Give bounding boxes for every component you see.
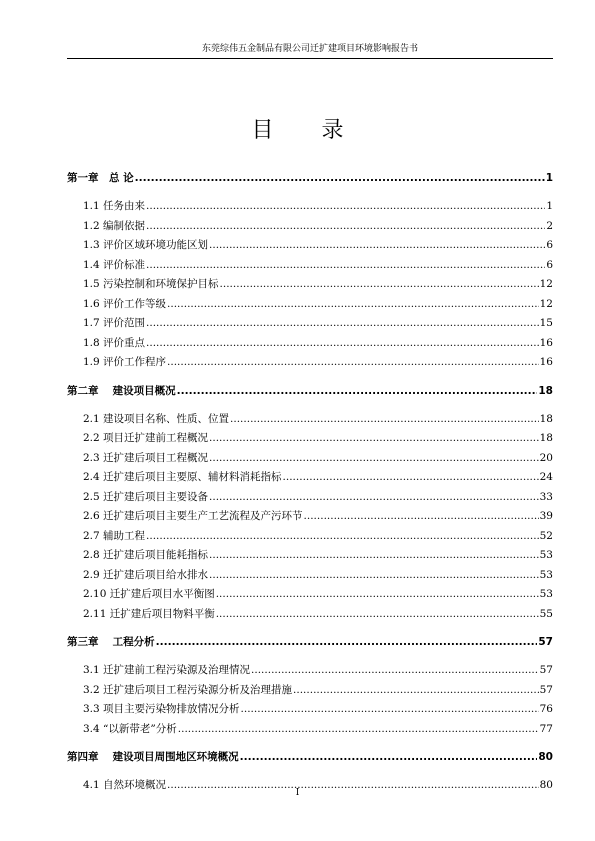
toc-section-entry[interactable] bbox=[67, 218, 553, 234]
toc-section-entry[interactable] bbox=[67, 567, 553, 583]
toc-section-entry[interactable] bbox=[67, 315, 553, 331]
toc-title: 目录 bbox=[251, 118, 392, 143]
toc-dot-leader bbox=[293, 682, 539, 698]
toc-chapter-entry[interactable] bbox=[67, 383, 553, 399]
toc-section-entry[interactable] bbox=[67, 701, 553, 717]
toc-entry-page: 80 bbox=[538, 751, 553, 763]
toc-entry-label: 2.6 迁扩建后项目主要生产工艺流程及产污环节 bbox=[83, 510, 303, 522]
toc-section-entry[interactable] bbox=[67, 296, 553, 312]
toc-entry-label: 1.9 评价工作程序 bbox=[83, 356, 167, 368]
toc-entry-page: 18 bbox=[539, 432, 553, 444]
toc-section-entry[interactable] bbox=[67, 198, 553, 214]
toc-entry-label: 第二章 建设项目概况 bbox=[67, 384, 176, 397]
toc-entry-page: 53 bbox=[539, 568, 553, 581]
toc-dot-leader bbox=[251, 662, 539, 678]
toc-entry-label: 第四章 建设项目周围地区环境概况 bbox=[67, 751, 239, 763]
toc-entry-page: 80 bbox=[539, 779, 553, 791]
toc-chapter-entry[interactable] bbox=[67, 634, 553, 650]
toc-entry-page: 77 bbox=[539, 722, 553, 735]
toc-dot-leader bbox=[135, 170, 545, 186]
toc-entry-page: 33 bbox=[539, 490, 553, 503]
toc-entry-page: 1 bbox=[546, 200, 553, 212]
toc-section-entry[interactable] bbox=[67, 682, 553, 698]
toc-dot-leader bbox=[209, 489, 539, 505]
toc-entry-page: 18 bbox=[539, 412, 553, 425]
toc-dot-leader bbox=[146, 257, 545, 273]
toc-dot-leader bbox=[240, 749, 538, 765]
toc-entry-page: 39 bbox=[539, 510, 553, 522]
toc-entry-page: 20 bbox=[539, 451, 553, 464]
toc-dot-leader bbox=[220, 276, 539, 292]
toc-dot-leader bbox=[146, 198, 545, 214]
toc-entry-page: 1 bbox=[545, 172, 553, 184]
toc-section-entry[interactable] bbox=[67, 547, 553, 563]
toc-entry-label: 2.10 迁扩建后项目水平衡图 bbox=[83, 588, 215, 600]
toc-entry-page: 18 bbox=[538, 384, 553, 397]
toc-entry-page: 53 bbox=[539, 588, 553, 600]
toc-section-entry[interactable] bbox=[67, 335, 553, 351]
toc-entry-page: 2 bbox=[546, 219, 553, 232]
toc-entry-label: 2.5 迁扩建后项目主要设备 bbox=[83, 490, 209, 503]
toc-dot-leader bbox=[146, 528, 539, 544]
toc-entry-label: 1.1 任务由来 bbox=[83, 200, 146, 212]
toc-section-entry[interactable] bbox=[67, 354, 553, 370]
toc-entry-label: 2.1 建设项目名称、性质、位置 bbox=[83, 412, 230, 425]
toc-dot-leader bbox=[283, 469, 539, 485]
toc-dot-leader bbox=[146, 315, 539, 331]
toc-entry-page: 53 bbox=[539, 549, 553, 561]
toc-entry-page: 16 bbox=[539, 336, 553, 349]
toc-entry-label: 1.6 评价工作等级 bbox=[83, 297, 167, 310]
toc-entry-page: 76 bbox=[539, 703, 553, 715]
toc-dot-leader bbox=[146, 335, 539, 351]
toc-entry-label: 3.4 “以新带老”分析 bbox=[83, 722, 177, 735]
table-of-contents bbox=[67, 0, 553, 841]
toc-entry-label: 1.3 评价区域环境功能区划 bbox=[83, 239, 209, 251]
toc-entry-label: 3.3 项目主要污染物排放情况分析 bbox=[83, 703, 240, 715]
toc-section-entry[interactable] bbox=[67, 721, 553, 737]
toc-dot-leader bbox=[209, 237, 545, 253]
toc-entry-label: 第一章 总 论 bbox=[67, 172, 134, 184]
toc-dot-leader bbox=[146, 218, 545, 234]
toc-dot-leader bbox=[209, 567, 539, 583]
toc-section-entry[interactable] bbox=[67, 489, 553, 505]
toc-dot-leader bbox=[167, 354, 539, 370]
toc-dot-leader bbox=[178, 721, 539, 737]
toc-dot-leader bbox=[304, 508, 539, 524]
toc-entry-page: 57 bbox=[539, 664, 553, 676]
toc-entry-page: 57 bbox=[539, 683, 553, 696]
toc-dot-leader bbox=[209, 450, 539, 466]
toc-entry-page: 6 bbox=[546, 239, 553, 251]
toc-entry-label: 1.2 编制依据 bbox=[83, 219, 146, 232]
toc-dot-leader bbox=[156, 634, 538, 650]
toc-entry-label: 2.7 辅助工程 bbox=[83, 529, 146, 542]
running-header: 东莞综伟五金制品有限公司迁扩建项目环境影响报告书 bbox=[201, 44, 418, 54]
toc-section-entry[interactable] bbox=[67, 276, 553, 292]
toc-entry-label: 4.1 自然环境概况 bbox=[83, 779, 167, 791]
toc-entry-page: 24 bbox=[539, 471, 553, 483]
toc-section-entry[interactable] bbox=[67, 257, 553, 273]
toc-entry-page: 6 bbox=[546, 258, 553, 271]
toc-dot-leader bbox=[230, 411, 539, 427]
toc-entry-page: 16 bbox=[539, 356, 553, 368]
toc-entry-label: 2.4 迁扩建后项目主要原、辅材料消耗指标 bbox=[83, 471, 282, 483]
toc-chapter-entry[interactable] bbox=[67, 170, 553, 186]
toc-entry-label: 1.7 评价范围 bbox=[83, 317, 146, 329]
toc-section-entry[interactable] bbox=[67, 411, 553, 427]
toc-entry-label: 第三章 工程分析 bbox=[67, 636, 155, 648]
toc-entry-label: 2.3 迁扩建后项目工程概况 bbox=[83, 451, 209, 464]
toc-section-entry[interactable] bbox=[67, 586, 553, 602]
toc-entry-label: 1.4 评价标准 bbox=[83, 258, 146, 271]
toc-entry-label: 2.8 迁扩建后项目能耗指标 bbox=[83, 549, 209, 561]
toc-section-entry[interactable] bbox=[67, 662, 553, 678]
toc-dot-leader bbox=[209, 547, 539, 563]
toc-entry-page: 15 bbox=[539, 317, 553, 329]
toc-section-entry[interactable] bbox=[67, 469, 553, 485]
toc-entry-page: 52 bbox=[539, 529, 553, 542]
page-number: I bbox=[295, 788, 300, 798]
toc-entry-label: 3.2 迁扩建后项目工程污染源分析及治理措施 bbox=[83, 683, 293, 696]
toc-entry-page: 12 bbox=[539, 297, 553, 310]
toc-section-entry[interactable] bbox=[67, 606, 553, 622]
toc-dot-leader bbox=[241, 701, 539, 717]
toc-dot-leader bbox=[216, 606, 539, 622]
toc-entry-page: 55 bbox=[539, 607, 553, 620]
toc-entry-label: 2.2 项目迁扩建前工程概况 bbox=[83, 432, 209, 444]
toc-dot-leader bbox=[177, 383, 538, 399]
toc-section-entry[interactable] bbox=[67, 508, 553, 524]
toc-entry-label: 2.11 迁扩建后项目物料平衡 bbox=[83, 607, 215, 620]
toc-entry-label: 2.9 迁扩建后项目给水排水 bbox=[83, 568, 209, 581]
toc-section-entry[interactable] bbox=[67, 430, 553, 446]
toc-chapter-entry[interactable] bbox=[67, 749, 553, 765]
toc-dot-leader bbox=[216, 586, 539, 602]
toc-entry-page: 57 bbox=[538, 636, 553, 648]
toc-section-entry[interactable] bbox=[67, 528, 553, 544]
toc-entry-label: 1.8 评价重点 bbox=[83, 336, 146, 349]
toc-section-entry[interactable] bbox=[67, 237, 553, 253]
toc-entry-label: 1.5 污染控制和环境保护目标 bbox=[83, 278, 219, 290]
toc-section-entry[interactable] bbox=[67, 450, 553, 466]
toc-dot-leader bbox=[167, 296, 539, 312]
toc-entry-page: 12 bbox=[539, 278, 553, 290]
toc-entry-label: 3.1 迁扩建前工程污染源及治理情况 bbox=[83, 664, 251, 676]
toc-dot-leader bbox=[209, 430, 539, 446]
